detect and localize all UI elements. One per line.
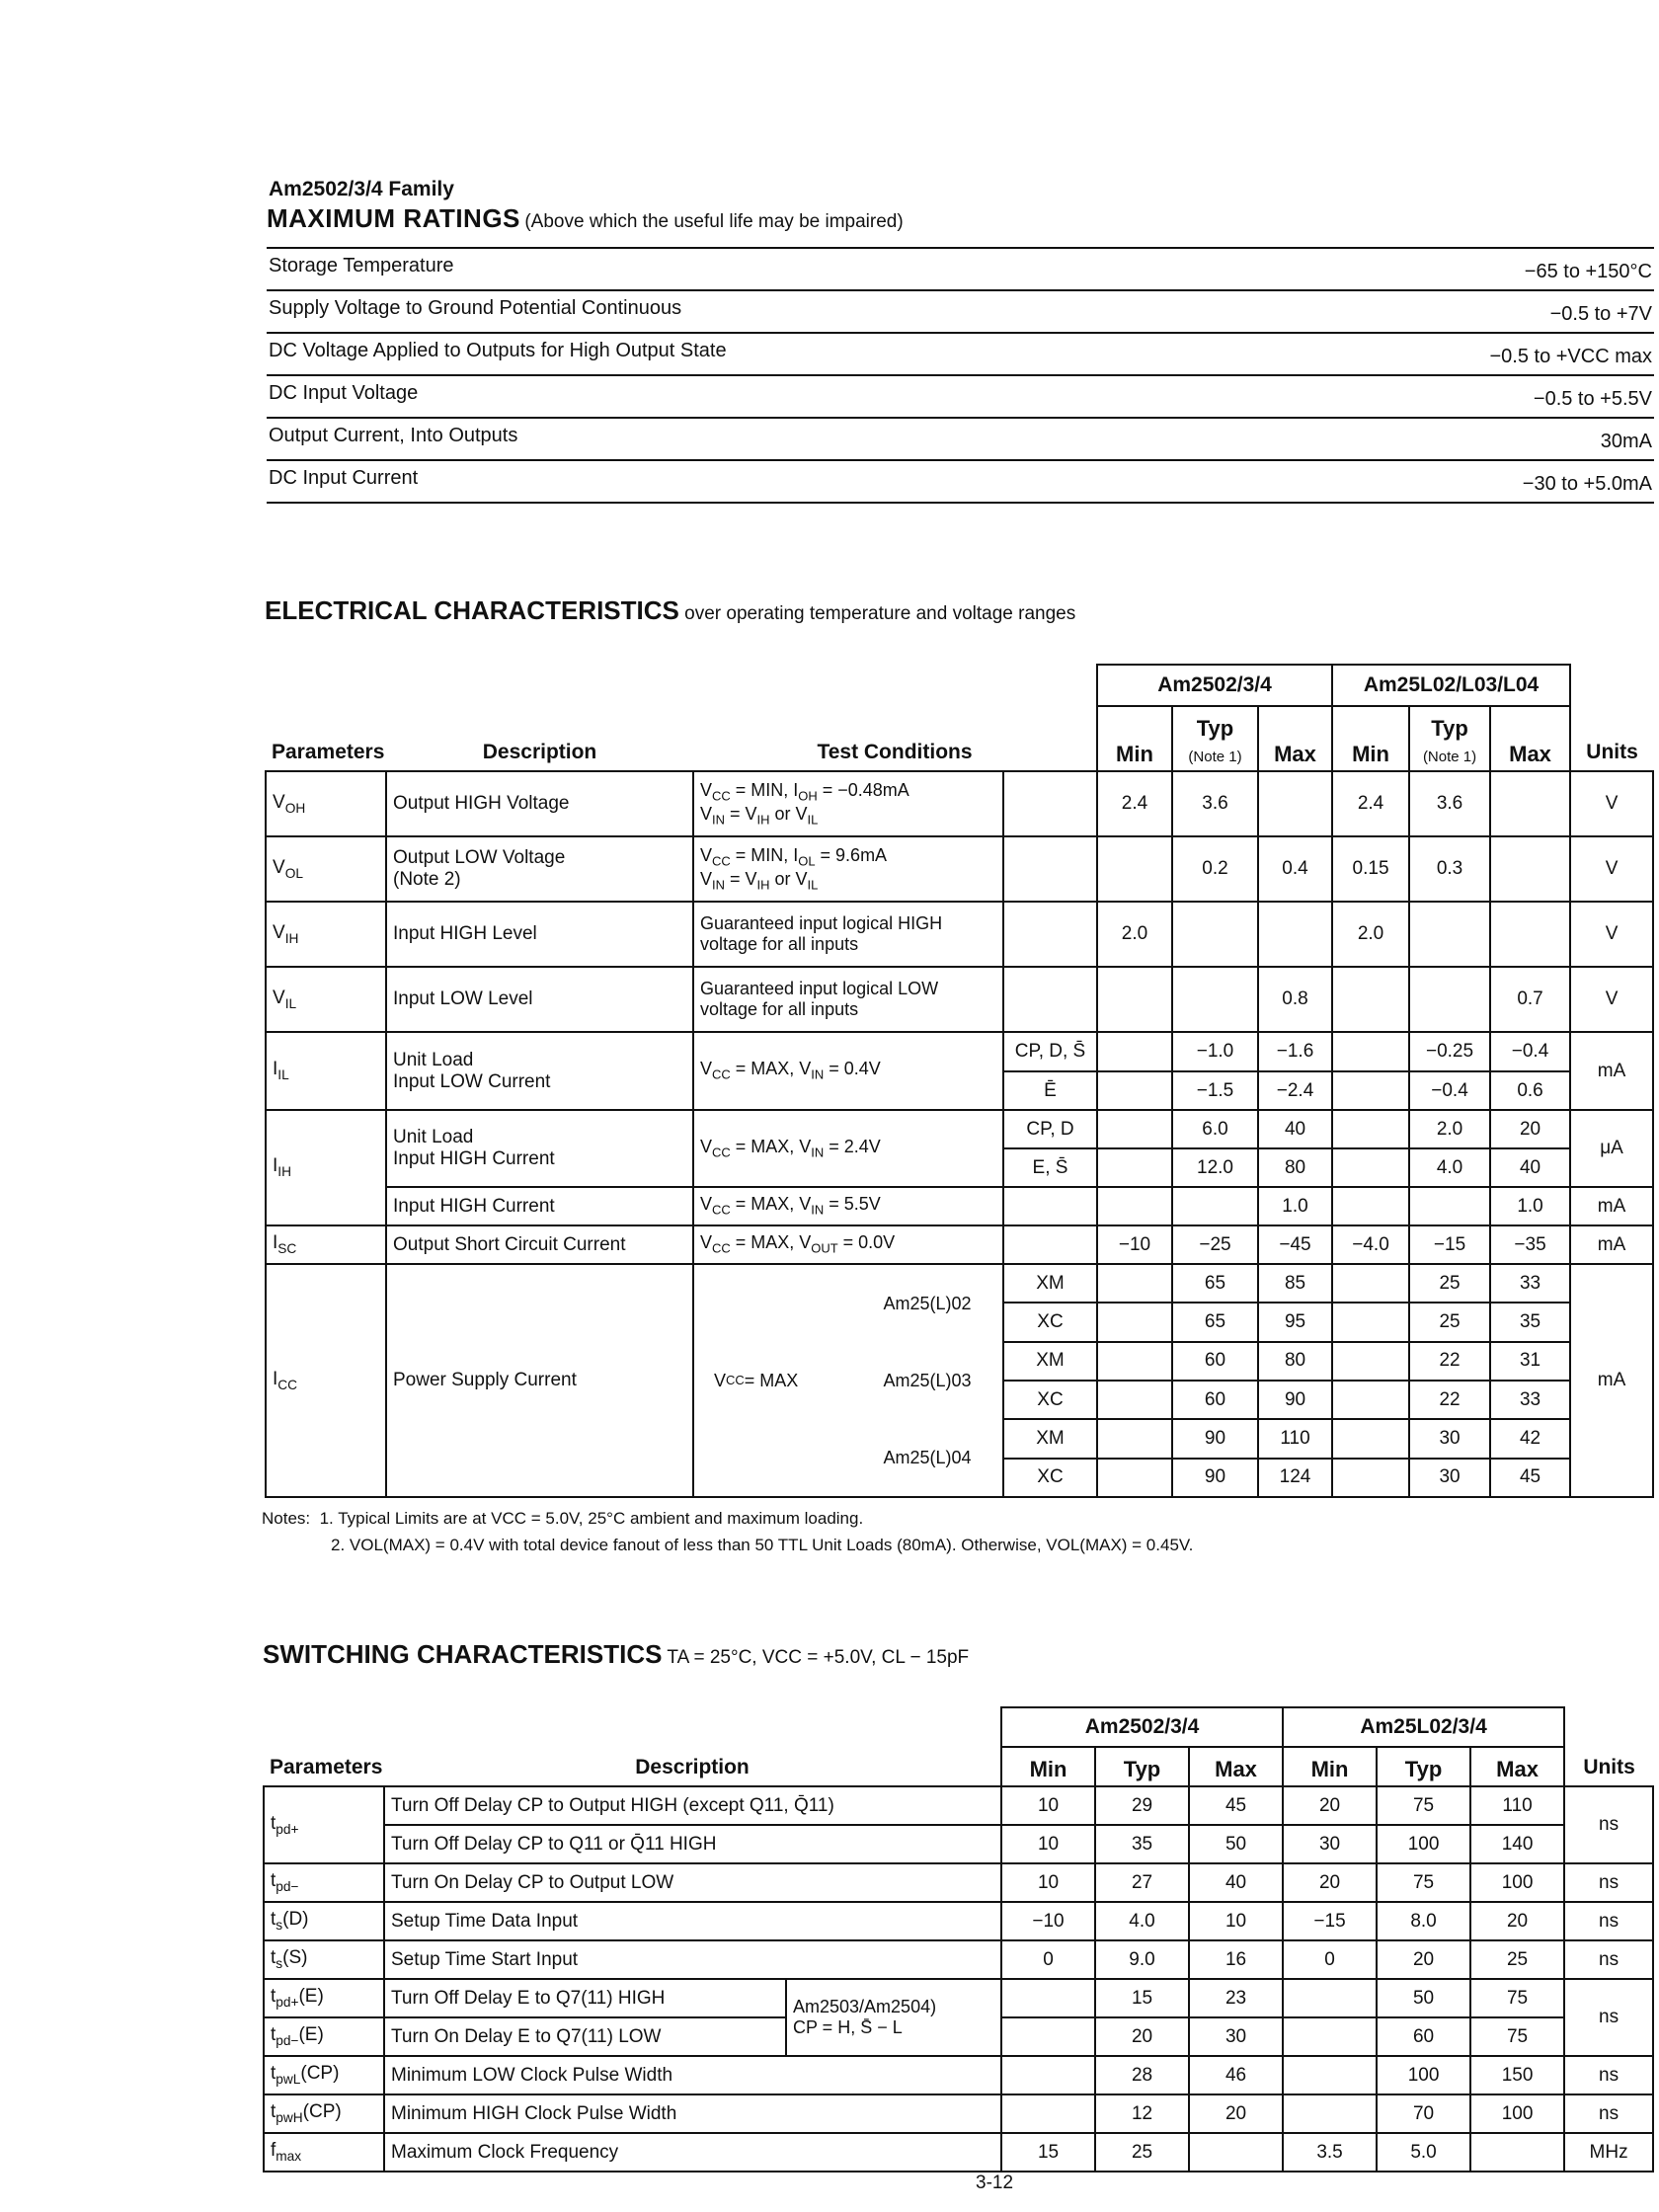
col-header-min: Min bbox=[1332, 706, 1409, 771]
units-cell: ns bbox=[1564, 2056, 1653, 2094]
cond-cell: V CC = MAX Am25(L)02 Am25(L)03 Am25(L)04 bbox=[693, 1264, 1003, 1497]
value-cell: 110 bbox=[1470, 1786, 1564, 1825]
value-cell: −15 bbox=[1409, 1225, 1490, 1264]
col-header-min: Min bbox=[1097, 706, 1172, 771]
col-header-description: Description bbox=[482, 740, 597, 763]
value-cell: 3.5 bbox=[1283, 2133, 1377, 2172]
switching-title: SWITCHING CHARACTERISTICS bbox=[263, 1639, 663, 1669]
value-cell: 10 bbox=[1001, 1786, 1095, 1825]
grade-cell: XM bbox=[1003, 1264, 1097, 1303]
units-cell: ns bbox=[1564, 1863, 1653, 1902]
value-cell: 20 bbox=[1377, 1940, 1470, 1979]
value-cell: 100 bbox=[1470, 1863, 1564, 1902]
value-cell: 8.0 bbox=[1377, 1902, 1470, 1940]
pins-cell: Ē bbox=[1003, 1071, 1097, 1110]
value-cell: 42 bbox=[1490, 1419, 1570, 1458]
value-cell: −15 bbox=[1283, 1902, 1377, 1940]
cond-cell: $V_{CC}$ = MIN, $I_{OH} = -0.48mA$ $V_{IN} = V_{IH}$ or $V_{IL}$ bbox=[693, 771, 1003, 836]
value-cell: 50 bbox=[1189, 1825, 1283, 1863]
units-cell: ns bbox=[1564, 2094, 1653, 2133]
desc-cell: Setup Time Data Input bbox=[384, 1902, 1001, 1940]
rating-label: DC Input Voltage bbox=[269, 382, 419, 404]
desc-cell: Input LOW Level bbox=[386, 967, 693, 1032]
value-cell: 3.6 bbox=[1172, 771, 1258, 836]
units-cell: mA bbox=[1570, 1187, 1653, 1225]
param-iil: $I_{IL}$ bbox=[266, 1032, 386, 1110]
desc-cell: Turn Off Delay CP to Q11 or Q̄11 HIGH bbox=[384, 1825, 1001, 1863]
value-cell: −10 bbox=[1001, 1902, 1095, 1940]
units-cell: V bbox=[1570, 967, 1653, 1032]
value-cell: 10 bbox=[1001, 1863, 1095, 1902]
value-cell: 40 bbox=[1189, 1863, 1283, 1902]
value-cell: 2.4 bbox=[1097, 771, 1172, 836]
value-cell: 2.4 bbox=[1332, 771, 1409, 836]
table-row bbox=[266, 1264, 1653, 1303]
pins-cell: E, S̄ bbox=[1003, 1148, 1097, 1187]
units-cell: V bbox=[1570, 902, 1653, 967]
param-iih: $I_{IH}$ bbox=[266, 1110, 386, 1225]
electrical-subtitle: over operating temperature and voltage ranges bbox=[684, 603, 1076, 624]
value-cell: 0.8 bbox=[1258, 967, 1332, 1032]
rating-row bbox=[267, 419, 1654, 461]
param-cell: $t_{pwH}(CP)$ bbox=[264, 2094, 384, 2133]
param-vol: $V_{OL}$ bbox=[266, 836, 386, 902]
note-2: 2. VOL(MAX) = 0.4V with total device fanout of less than 50 TTL Unit Loads (80mA). Otherwise, VOL(MAX) = 0.45V. bbox=[331, 1536, 1194, 1554]
value-cell: 65 bbox=[1172, 1303, 1258, 1341]
value-cell: 12 bbox=[1095, 2094, 1189, 2133]
grade-cell: XC bbox=[1003, 1303, 1097, 1341]
value-cell: 1.0 bbox=[1490, 1187, 1570, 1225]
desc-cell: Unit Load Input LOW Current bbox=[386, 1032, 693, 1110]
rating-label: DC Voltage Applied to Outputs for High Output State bbox=[269, 340, 727, 361]
param-cell: $t_{pd-}(E)$ bbox=[264, 2017, 384, 2056]
param-cell: $t_{pd+}$ bbox=[264, 1786, 384, 1863]
value-cell: 4.0 bbox=[1409, 1148, 1490, 1187]
table-row bbox=[266, 1187, 1653, 1225]
value-cell: 75 bbox=[1377, 1863, 1470, 1902]
value-cell: 20 bbox=[1189, 2094, 1283, 2133]
value-cell: −45 bbox=[1258, 1225, 1332, 1264]
page-number: 3-12 bbox=[976, 2172, 1014, 2193]
rating-row bbox=[267, 376, 1654, 419]
rating-value: −65 to +150°C bbox=[1524, 261, 1652, 282]
value-cell: 75 bbox=[1470, 1979, 1564, 2017]
table-row bbox=[266, 902, 1653, 967]
cond-cell: $V_{CC}$ = MAX, $V_{IN} = 0.4V$ bbox=[693, 1032, 1003, 1110]
param-vil: $V_{IL}$ bbox=[266, 967, 386, 1032]
group-header-am25l02: Am25L02/3/4 bbox=[1283, 1707, 1564, 1747]
grade-cell: XC bbox=[1003, 1381, 1097, 1419]
value-cell: 80 bbox=[1258, 1342, 1332, 1381]
col-header-typ: Typ bbox=[1095, 1747, 1189, 1786]
param-cell: $t_s(D)$ bbox=[264, 1902, 384, 1940]
col-header-units: Units bbox=[1586, 740, 1638, 763]
desc-cell: Turn On Delay E to Q7(11) LOW bbox=[384, 2017, 786, 2056]
value-cell: 75 bbox=[1377, 1786, 1470, 1825]
value-cell: 22 bbox=[1409, 1381, 1490, 1419]
pins-cell: CP, D, S̄ bbox=[1003, 1032, 1097, 1071]
value-cell: 29 bbox=[1095, 1786, 1189, 1825]
param-icc: $I_{CC}$ bbox=[266, 1264, 386, 1497]
value-cell: 15 bbox=[1095, 1979, 1189, 2017]
value-cell: −35 bbox=[1490, 1225, 1570, 1264]
table-row bbox=[264, 2133, 1653, 2172]
param-isc: $I_{SC}$ bbox=[266, 1225, 386, 1264]
note-1: 1. Typical Limits are at VCC = 5.0V, 25°C ambient and maximum loading. bbox=[319, 1509, 864, 1528]
value-cell: 150 bbox=[1470, 2056, 1564, 2094]
value-cell: 0.6 bbox=[1490, 1071, 1570, 1110]
desc-cell: Turn Off Delay CP to Output HIGH (except Q11, Q̄11) bbox=[384, 1786, 1001, 1825]
value-cell: 30 bbox=[1409, 1419, 1490, 1458]
value-cell: 45 bbox=[1490, 1459, 1570, 1497]
desc-cell: Input HIGH Current bbox=[386, 1187, 693, 1225]
desc-cell: Unit Load Input HIGH Current bbox=[386, 1110, 693, 1187]
value-cell: 33 bbox=[1490, 1264, 1570, 1303]
desc-cell: Output HIGH Voltage bbox=[386, 771, 693, 836]
value-cell: −1.0 bbox=[1172, 1032, 1258, 1071]
table-row bbox=[264, 1786, 1653, 1825]
col-header-parameters: Parameters bbox=[272, 740, 385, 763]
value-cell: 0.4 bbox=[1258, 836, 1332, 902]
notes-label: Notes: bbox=[262, 1509, 311, 1528]
value-cell: 20 bbox=[1095, 2017, 1189, 2056]
col-header-min: Min bbox=[1001, 1747, 1095, 1786]
group-header-am2502: Am2502/3/4 bbox=[1001, 1707, 1283, 1747]
value-cell: 1.0 bbox=[1258, 1187, 1332, 1225]
max-ratings-title: MAXIMUM RATINGS bbox=[267, 203, 520, 233]
max-ratings-list bbox=[267, 247, 1654, 504]
col-header-max: Max bbox=[1258, 706, 1332, 771]
col-header-description: Description bbox=[635, 1755, 750, 1778]
value-cell bbox=[1001, 1979, 1095, 2017]
rating-value: −30 to +5.0mA bbox=[1522, 473, 1652, 495]
value-cell bbox=[1189, 2133, 1283, 2172]
value-cell: −4.0 bbox=[1332, 1225, 1409, 1264]
value-cell: 20 bbox=[1283, 1786, 1377, 1825]
value-cell: 33 bbox=[1490, 1381, 1570, 1419]
value-cell bbox=[1283, 2056, 1377, 2094]
rating-row bbox=[267, 291, 1654, 334]
value-cell: 90 bbox=[1172, 1459, 1258, 1497]
value-cell: 30 bbox=[1283, 1825, 1377, 1863]
value-cell: 25 bbox=[1409, 1303, 1490, 1341]
value-cell: 25 bbox=[1409, 1264, 1490, 1303]
value-cell: 40 bbox=[1258, 1110, 1332, 1148]
value-cell bbox=[1001, 2094, 1095, 2133]
value-cell: 124 bbox=[1258, 1459, 1332, 1497]
param-cell: $f_{max}$ bbox=[264, 2133, 384, 2172]
value-cell: 85 bbox=[1258, 1264, 1332, 1303]
rating-label: Output Current, Into Outputs bbox=[269, 425, 518, 446]
param-cell: $t_{pd+}(E)$ bbox=[264, 1979, 384, 2017]
value-cell: 65 bbox=[1172, 1264, 1258, 1303]
value-cell: 75 bbox=[1470, 2017, 1564, 2056]
switching-subtitle: TA = 25°C, VCC = +5.0V, CL − 15pF bbox=[667, 1647, 970, 1668]
value-cell: 5.0 bbox=[1377, 2133, 1470, 2172]
electrical-heading bbox=[265, 595, 1075, 626]
value-cell: 100 bbox=[1377, 1825, 1470, 1863]
value-cell bbox=[1283, 2094, 1377, 2133]
units-cell: ns bbox=[1564, 1979, 1653, 2056]
value-cell: 30 bbox=[1409, 1459, 1490, 1497]
value-cell: 80 bbox=[1258, 1148, 1332, 1187]
rating-row bbox=[267, 249, 1654, 291]
table-row bbox=[266, 1032, 1653, 1071]
col-header-max: Max bbox=[1470, 1747, 1564, 1786]
col-header-typ: Typ bbox=[1377, 1747, 1470, 1786]
units-cell: V bbox=[1570, 836, 1653, 902]
value-cell: 20 bbox=[1283, 1863, 1377, 1902]
col-header-parameters: Parameters bbox=[270, 1755, 383, 1778]
units-cell: mA bbox=[1570, 1264, 1653, 1497]
max-ratings-heading bbox=[267, 203, 904, 234]
desc-cell: Minimum HIGH Clock Pulse Width bbox=[384, 2094, 1001, 2133]
table-row bbox=[264, 2056, 1653, 2094]
value-cell bbox=[1001, 2056, 1095, 2094]
desc-cell: Maximum Clock Frequency bbox=[384, 2133, 1001, 2172]
value-cell: 110 bbox=[1258, 1419, 1332, 1458]
device-label: Am25(L)04 bbox=[883, 1447, 972, 1467]
units-cell: ns bbox=[1564, 1902, 1653, 1940]
value-cell: −0.25 bbox=[1409, 1032, 1490, 1071]
value-cell: 35 bbox=[1095, 1825, 1189, 1863]
rating-value: −0.5 to +5.5V bbox=[1533, 388, 1652, 410]
units-cell: mA bbox=[1570, 1225, 1653, 1264]
value-cell: 46 bbox=[1189, 2056, 1283, 2094]
value-cell: 15 bbox=[1001, 2133, 1095, 2172]
desc-cell: Turn On Delay CP to Output LOW bbox=[384, 1863, 1001, 1902]
value-cell: 20 bbox=[1490, 1110, 1570, 1148]
value-cell: 16 bbox=[1189, 1940, 1283, 1979]
table-row bbox=[264, 1863, 1653, 1902]
value-cell: −10 bbox=[1097, 1225, 1172, 1264]
cond-cell: $V_{CC}$ = MAX, $V_{IN} = 5.5V$ bbox=[693, 1187, 1003, 1225]
value-cell: 0.3 bbox=[1409, 836, 1490, 902]
rating-value: 30mA bbox=[1600, 431, 1652, 452]
grade-cell: XM bbox=[1003, 1419, 1097, 1458]
desc-cell: Minimum LOW Clock Pulse Width bbox=[384, 2056, 1001, 2094]
col-header-units: Units bbox=[1583, 1755, 1635, 1778]
value-cell: 2.0 bbox=[1097, 902, 1172, 967]
table-row bbox=[266, 771, 1653, 836]
value-cell: 27 bbox=[1095, 1863, 1189, 1902]
value-cell: 20 bbox=[1470, 1902, 1564, 1940]
value-cell: 45 bbox=[1189, 1786, 1283, 1825]
family-title: Am2502/3/4 Family bbox=[269, 178, 454, 200]
value-cell: 70 bbox=[1377, 2094, 1470, 2133]
value-cell bbox=[1001, 2017, 1095, 2056]
col-header-max: Max bbox=[1490, 706, 1570, 771]
value-cell: −0.4 bbox=[1490, 1032, 1570, 1071]
table-row bbox=[264, 1979, 1653, 2017]
param-vih: $V_{IH}$ bbox=[266, 902, 386, 967]
desc-cell: Power Supply Current bbox=[386, 1264, 693, 1497]
value-cell: 6.0 bbox=[1172, 1110, 1258, 1148]
grade-cell: XC bbox=[1003, 1459, 1097, 1497]
table-row bbox=[264, 2094, 1653, 2133]
value-cell: −1.6 bbox=[1258, 1032, 1332, 1071]
value-cell: −0.4 bbox=[1409, 1071, 1490, 1110]
value-cell: 0.15 bbox=[1332, 836, 1409, 902]
param-cell: $t_{pwL}(CP)$ bbox=[264, 2056, 384, 2094]
value-cell: −25 bbox=[1172, 1225, 1258, 1264]
value-cell: 23 bbox=[1189, 1979, 1283, 2017]
cond-cell: $V_{CC}$ = MAX, $V_{IN} = 2.4V$ bbox=[693, 1110, 1003, 1187]
units-cell: μA bbox=[1570, 1110, 1653, 1187]
value-cell: 25 bbox=[1095, 2133, 1189, 2172]
electrical-table bbox=[265, 664, 1654, 1498]
desc-cell: Turn Off Delay E to Q7(11) HIGH bbox=[384, 1979, 786, 2017]
cond-cell: Am2503/Am2504) CP = H, S̄ − L bbox=[786, 1979, 1001, 2056]
value-cell: 0.7 bbox=[1490, 967, 1570, 1032]
value-cell: 10 bbox=[1189, 1902, 1283, 1940]
desc-cell: Output LOW Voltage (Note 2) bbox=[386, 836, 693, 902]
value-cell: 25 bbox=[1470, 1940, 1564, 1979]
value-cell bbox=[1283, 1979, 1377, 2017]
col-header-max: Max bbox=[1189, 1747, 1283, 1786]
param-cell: $t_s(S)$ bbox=[264, 1940, 384, 1979]
table-row bbox=[266, 967, 1653, 1032]
col-header-test-conditions: Test Conditions bbox=[817, 740, 973, 763]
pins-cell: CP, D bbox=[1003, 1110, 1097, 1148]
grade-cell: XM bbox=[1003, 1342, 1097, 1381]
rating-value: −0.5 to +VCC max bbox=[1489, 346, 1652, 367]
switching-heading bbox=[263, 1639, 969, 1670]
col-header-min: Min bbox=[1283, 1747, 1377, 1786]
rating-value: −0.5 to +7V bbox=[1549, 303, 1652, 325]
value-cell: 12.0 bbox=[1172, 1148, 1258, 1187]
max-ratings-subtitle: (Above which the useful life may be impaired) bbox=[524, 211, 904, 232]
table-row bbox=[266, 1110, 1653, 1148]
value-cell: 90 bbox=[1258, 1381, 1332, 1419]
param-voh: $V_{OH}$ bbox=[266, 771, 386, 836]
cond-cell: Guaranteed input logical LOW voltage for all inputs bbox=[693, 967, 1003, 1032]
cond-cell: $V_{CC}$ = MIN, $I_{OL} = 9.6mA$ $V_{IN} = V_{IH}$ or $V_{IL}$ bbox=[693, 836, 1003, 902]
units-cell: MHz bbox=[1564, 2133, 1653, 2172]
rating-label: Storage Temperature bbox=[269, 255, 454, 276]
value-cell: 2.0 bbox=[1409, 1110, 1490, 1148]
param-cell: $t_{pd-}$ bbox=[264, 1863, 384, 1902]
device-label: Am25(L)02 bbox=[883, 1293, 972, 1313]
desc-cell: Setup Time Start Input bbox=[384, 1940, 1001, 1979]
value-cell: 0 bbox=[1283, 1940, 1377, 1979]
value-cell: 60 bbox=[1172, 1381, 1258, 1419]
value-cell: 140 bbox=[1470, 1825, 1564, 1863]
value-cell: 2.0 bbox=[1332, 902, 1409, 967]
value-cell: 35 bbox=[1490, 1303, 1570, 1341]
table-row bbox=[264, 1825, 1653, 1863]
value-cell bbox=[1470, 2133, 1564, 2172]
rating-label: DC Input Current bbox=[269, 467, 419, 489]
value-cell: 40 bbox=[1490, 1148, 1570, 1187]
value-cell: 30 bbox=[1189, 2017, 1283, 2056]
cond-cell: $V_{CC}$ = MAX, $V_{OUT} = 0.0V$ bbox=[693, 1225, 1003, 1264]
units-cell: ns bbox=[1564, 1940, 1653, 1979]
units-cell: V bbox=[1570, 771, 1653, 836]
desc-cell: Output Short Circuit Current bbox=[386, 1225, 693, 1264]
device-label: Am25(L)03 bbox=[883, 1370, 972, 1390]
value-cell: 100 bbox=[1470, 2094, 1564, 2133]
value-cell: 28 bbox=[1095, 2056, 1189, 2094]
rating-row bbox=[267, 461, 1654, 504]
value-cell: 31 bbox=[1490, 1342, 1570, 1381]
value-cell: 3.6 bbox=[1409, 771, 1490, 836]
rating-label: Supply Voltage to Ground Potential Continuous bbox=[269, 297, 682, 319]
units-cell: ns bbox=[1564, 1786, 1653, 1863]
table-row bbox=[264, 1940, 1653, 1979]
value-cell: 22 bbox=[1409, 1342, 1490, 1381]
value-cell: 4.0 bbox=[1095, 1902, 1189, 1940]
cond-cell: Guaranteed input logical HIGH voltage for all inputs bbox=[693, 902, 1003, 967]
value-cell: 10 bbox=[1001, 1825, 1095, 1863]
switching-table bbox=[263, 1706, 1654, 2172]
units-cell: mA bbox=[1570, 1032, 1653, 1110]
value-cell: 60 bbox=[1172, 1342, 1258, 1381]
value-cell: 90 bbox=[1172, 1419, 1258, 1458]
value-cell: 60 bbox=[1377, 2017, 1470, 2056]
value-cell: 0.2 bbox=[1172, 836, 1258, 902]
desc-cell: Input HIGH Level bbox=[386, 902, 693, 967]
value-cell: 95 bbox=[1258, 1303, 1332, 1341]
value-cell: −2.4 bbox=[1258, 1071, 1332, 1110]
col-header-typ: Typ (Note 1) bbox=[1172, 706, 1258, 771]
table-row bbox=[266, 836, 1653, 902]
electrical-title: ELECTRICAL CHARACTERISTICS bbox=[265, 595, 679, 625]
group-header-am2502: Am2502/3/4 bbox=[1097, 665, 1332, 706]
rating-row bbox=[267, 334, 1654, 376]
notes bbox=[262, 1505, 1193, 1558]
value-cell: 100 bbox=[1377, 2056, 1470, 2094]
group-header-am25l02: Am25L02/L03/L04 bbox=[1332, 665, 1570, 706]
value-cell: 9.0 bbox=[1095, 1940, 1189, 1979]
col-header-typ: Typ (Note 1) bbox=[1409, 706, 1490, 771]
value-cell: 50 bbox=[1377, 1979, 1470, 2017]
value-cell: −1.5 bbox=[1172, 1071, 1258, 1110]
value-cell bbox=[1283, 2017, 1377, 2056]
value-cell: 0 bbox=[1001, 1940, 1095, 1979]
table-row bbox=[264, 1902, 1653, 1940]
table-row bbox=[266, 1225, 1653, 1264]
